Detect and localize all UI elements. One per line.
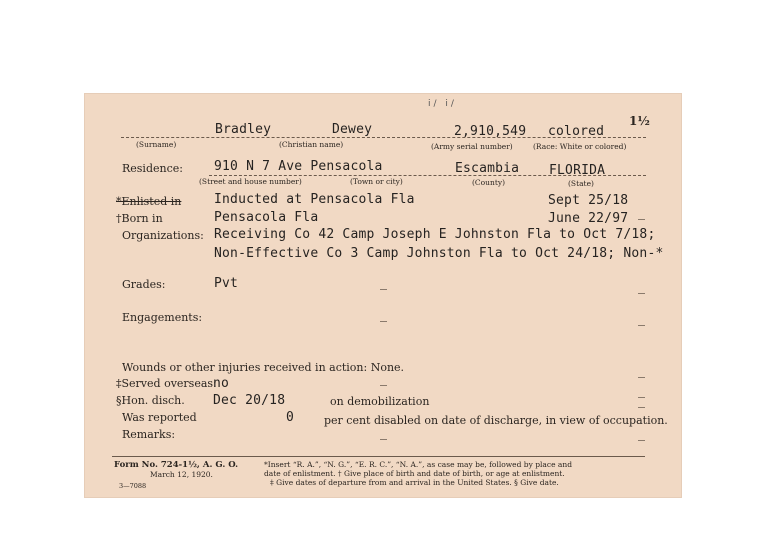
serial-number-value: 2,910,549 — [454, 124, 527, 139]
born-label: †Born in — [116, 212, 163, 225]
footnote-3: ‡ Give dates of departure from and arrival in the United States. § Give date. — [270, 478, 559, 487]
race-value: colored — [548, 124, 605, 139]
born-tick — [638, 219, 645, 220]
overseas-tick-2 — [638, 377, 645, 378]
enlisted-date: Sept 25/18 — [548, 193, 629, 208]
born-date: June 22/97 — [548, 211, 629, 226]
overseas-label: ‡Served overseas: — [116, 377, 217, 390]
hon-disch-suffix: on demobilization — [330, 395, 430, 408]
state-caption: (State) — [568, 179, 594, 188]
grades-value: Pvt — [214, 276, 239, 291]
print-code: 3—7088 — [119, 482, 147, 490]
wounds-text: Wounds or other injuries received in action: None. — [122, 361, 405, 374]
surname-caption: (Surname) — [136, 140, 177, 149]
footnote-1: *Insert “R. A.”, “N. G.”, “E. R. C.”, “N. A.”, as case may be, followed by place and — [264, 460, 573, 469]
form-date: March 12, 1920. — [150, 470, 213, 479]
remarks-tick-2 — [638, 440, 645, 441]
footer-rule — [112, 456, 645, 457]
remarks-tick-1 — [380, 439, 387, 440]
residence-rule — [209, 175, 646, 176]
footnote-2: date of enlistment. † Give place of birth and date of birth, or age at enlistment. — [264, 469, 565, 478]
street-caption: (Street and house number) — [199, 177, 302, 186]
corner-mark: 1½ — [629, 114, 650, 128]
organizations-label: Organizations: — [122, 229, 204, 242]
handwritten-mark: i/ i/ — [428, 99, 457, 109]
hon-disch-value: Dec 20/18 — [213, 393, 286, 408]
engagements-tick-2 — [638, 325, 645, 326]
christian-name-value: Dewey — [332, 122, 373, 137]
hon-disch-label: §Hon. disch. — [116, 394, 185, 407]
name-rule — [121, 137, 646, 138]
reported-value: 0 — [286, 410, 295, 425]
christian-caption: (Christian name) — [279, 140, 344, 149]
organizations-line-1: Receiving Co 42 Camp Joseph E Johnston Fla to Oct 7/18; — [214, 227, 656, 242]
residence-label: Residence: — [122, 162, 183, 175]
serial-caption: (Army serial number) — [431, 142, 513, 151]
reported-suffix: per cent disabled on date of discharge, in view of occupation. — [324, 414, 668, 427]
grades-label: Grades: — [122, 278, 166, 291]
grades-tick-2 — [638, 293, 645, 294]
overseas-tick-1 — [380, 385, 387, 386]
enlisted-value: Inducted at Pensacola Fla — [214, 192, 415, 207]
form-number: Form No. 724-1½, A. G. O. — [114, 460, 239, 470]
service-record-card — [84, 93, 682, 498]
county-value: Escambia — [455, 161, 520, 176]
overseas-value: no — [213, 376, 230, 391]
born-value: Pensacola Fla — [214, 210, 319, 225]
street-value: 910 N 7 Ave Pensacola — [214, 159, 383, 174]
reported-label: Was reported — [122, 411, 197, 424]
organizations-line-2: Non-Effective Co 3 Camp Johnston Fla to Oct 24/18; Non-* — [214, 246, 664, 261]
town-caption: (Town or city) — [350, 177, 403, 186]
state-value: FLORIDA — [549, 163, 606, 178]
engagements-label: Engagements: — [122, 311, 203, 324]
surname-value: Bradley — [215, 122, 272, 137]
remarks-label: Remarks: — [122, 428, 176, 441]
enlisted-label: *Enlisted in — [116, 195, 182, 208]
engagements-tick-1 — [380, 321, 387, 322]
grades-tick-1 — [380, 289, 387, 290]
race-caption: (Race: White or colored) — [533, 142, 627, 151]
reported-tick — [638, 407, 645, 408]
county-caption: (County) — [472, 178, 506, 187]
hon-disch-tick — [638, 397, 645, 398]
